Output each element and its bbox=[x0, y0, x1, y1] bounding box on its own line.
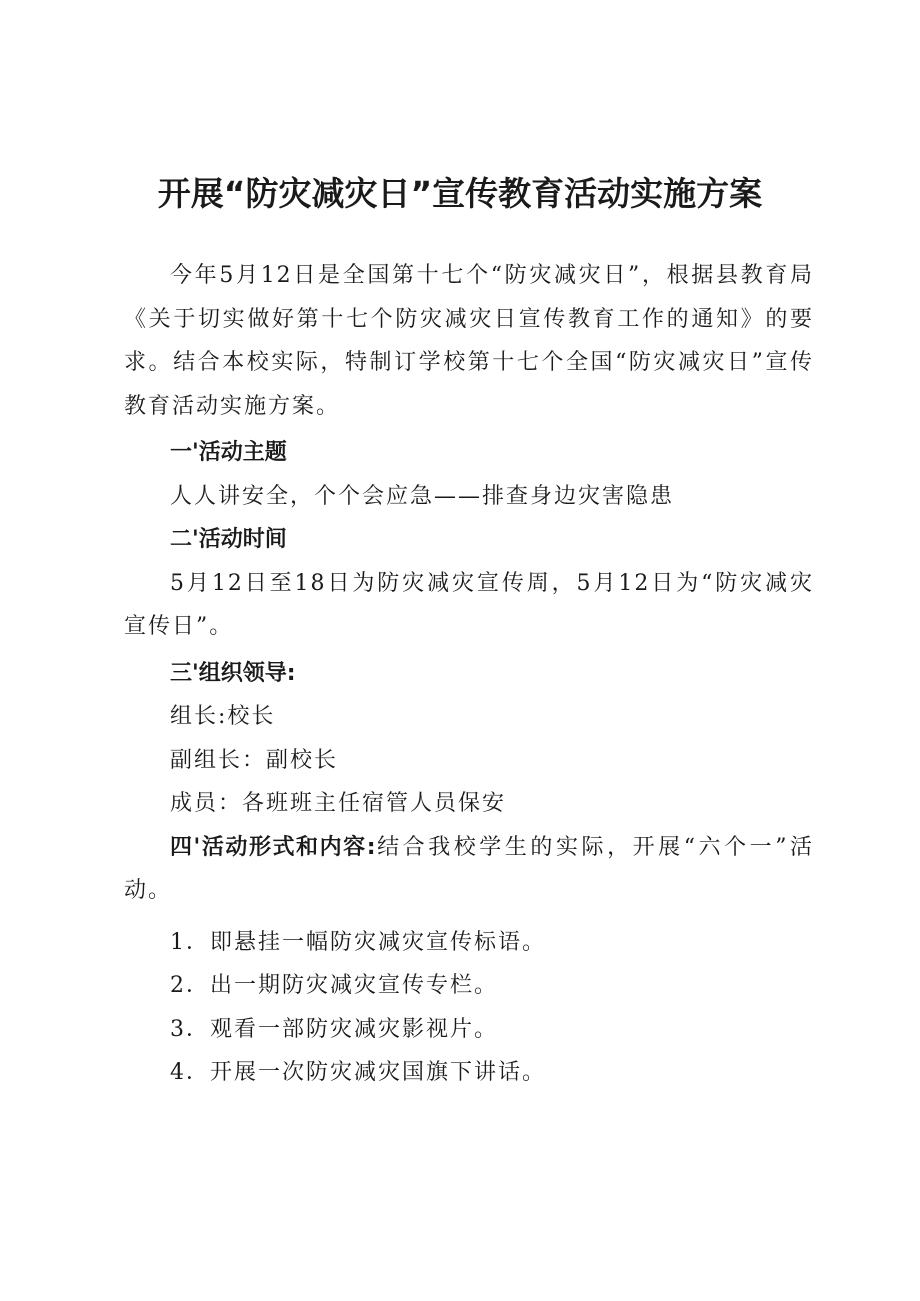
section-4-paragraph bbox=[124, 826, 814, 913]
list-item: 3．观看一部防灾减灾影视片。 bbox=[170, 1016, 498, 1042]
section-2-content: 5月12日至18日为防灾减灾宣传周，5月12日为“防灾减灾宣传日”。 bbox=[124, 570, 814, 639]
list-item: 1．即悬挂一幅防灾减灾宣传标语。 bbox=[170, 929, 546, 955]
section-1-content: 人人讲安全，个个会应急——排查身边灾害隐患 bbox=[170, 483, 675, 509]
list-item: 2．出一期防灾减灾宣传专栏。 bbox=[170, 973, 498, 998]
document-body bbox=[124, 254, 814, 1095]
section-4-content: 结合我校学生的实际，开展“六个一”活动。 bbox=[124, 834, 814, 903]
intro-paragraph: 今年5月12日是全国第十七个“防灾减灾日”，根据县教育局《关于切实做好第十七个防灾减灾日宣传教育工作的通知》的要求。结合本校实际，特制订学校第十七个全国“防灾减灾日”宣传教育活动实施方案。 bbox=[124, 263, 814, 419]
section-3-members: 成员：各班班主任宿管人员保安 bbox=[170, 791, 507, 816]
section-2-heading: 二'活动时间 bbox=[170, 527, 287, 552]
section-1-heading: 一'活动主题 bbox=[170, 440, 287, 465]
section-4-heading: 四'活动形式和内容: bbox=[170, 834, 376, 860]
list-item: 4．开展一次防灾减灾国旗下讲话。 bbox=[170, 1060, 546, 1085]
document-title: 开展“防灾减灾日”宣传教育活动实施方案 bbox=[157, 174, 763, 213]
section-3-deputy: 副组长：副校长 bbox=[170, 747, 339, 773]
section-3-leader: 组长:校长 bbox=[170, 704, 276, 729]
section-3-heading: 三'组织领导: bbox=[170, 660, 296, 686]
